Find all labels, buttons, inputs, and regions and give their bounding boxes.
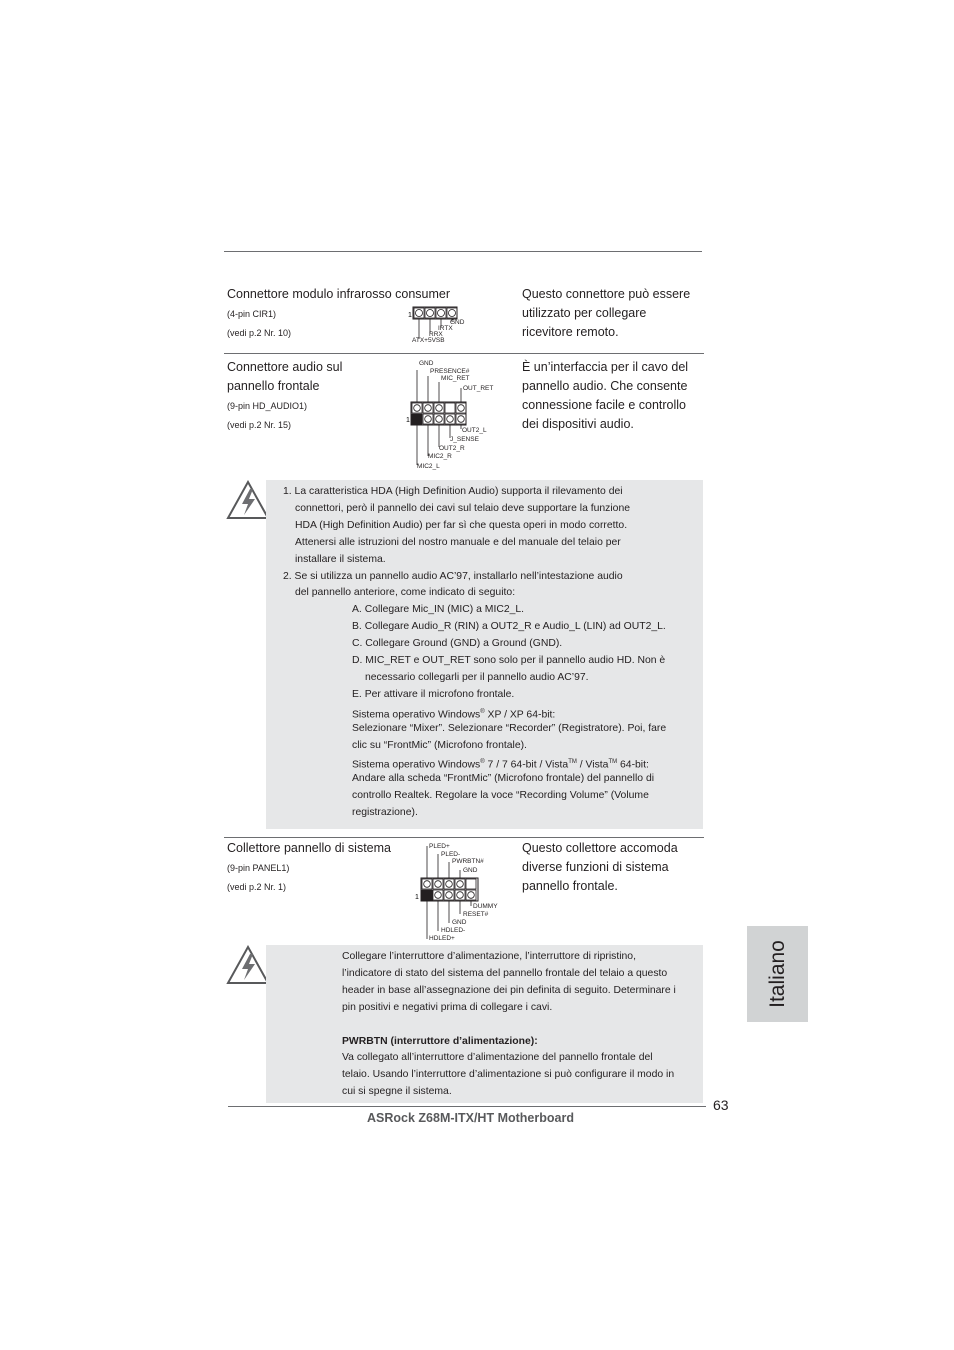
svg-text:1: 1 [408,312,412,319]
audio-pin-mic-ret: MIC_RET [441,375,470,382]
note-hda-line: del pannello anteriore, come indicato di seguito: [295,587,516,599]
audio-pin-j-sense: J_SENSE [450,436,479,443]
note-hda-line: Sistema operativo Windows® XP / XP 64-bit: [352,708,556,721]
panel-pin-hdled-plus: HDLED+ [429,935,455,942]
language-tab: Italiano [747,926,808,1022]
cir-pin-gnd: GND [450,319,465,326]
audio-pin-mic2-l: MIC2_L [417,463,440,470]
panel-title: Collettore pannello di sistema [227,841,391,855]
note-hda-line: Attenersi alle istruzioni del nostro manuale e del manuale del telaio per [295,536,621,548]
cir-ref: (vedi p.2 Nr. 10) [227,328,292,338]
audio-ref: (vedi p.2 Nr. 15) [227,420,292,430]
note-hda-line: clic su “FrontMic” (Microfono frontale). [352,739,527,751]
footer-title: ASRock Z68M-ITX/HT Motherboard [367,1111,574,1125]
note-hda-line: connettori, però il pannello dei cavi sul telaio deve supportare la funzione [295,502,631,514]
cir-pin-irtx: IRTX [438,325,453,332]
note-hda-line: A. Collegare Mic_IN (MIC) a MIC2_L. [352,604,525,616]
note-hda-line: C. Collegare Ground (GND) a Ground (GND). [352,638,563,650]
cir-desc: Questo connettore può essere utilizzato per collegare ricevitore remoto. [522,287,691,339]
footer-rule [228,1106,706,1107]
panel-pin-dummy: DUMMY [473,903,498,910]
rule-2 [224,837,704,838]
cir-pin-atx5vsb: ATX+5VSB [412,337,445,344]
panel-pin-reset: RESET# [463,911,489,918]
panel-pin-pled-minus: PLED- [441,851,461,858]
note-hda-line: necessario collegarli per il pannello audio AC’97. [365,671,589,683]
note-hda [266,480,703,829]
audio-pin-out2-r: OUT2_R [439,445,465,452]
page-number: 63 [713,1097,729,1113]
warning-icon [226,480,270,520]
note-hda-line: installare il sistema. [295,553,386,565]
panel-pin-gnd-bottom: GND [452,919,467,926]
panel-ref: (vedi p.2 Nr. 1) [227,882,287,892]
note-panel-text: Collegare l’interruttore d’alimentazione, l’interruttore di ripristino, l’indicatore di stato del sistema del pannello frontale del telaio a questo header in base all’assegnazione dei pin definita di seguito. Determinare i pin positivi e negativi prima di collegare i cavi. PWRBTN (interruttore d’alimentazione): Va collegato all’interruttore d’alimentazione del pannello frontale del telaio. Usando l’interruttore d’alimentazione si può configurare il modo in cui si spegne il sistema. [342,951,676,1098]
cir-pin-rrx: RRX [429,331,443,338]
panel-pin-gnd-top: GND [463,867,478,874]
note-hda-line: controllo Realtek. Regolare la voce “Recording Volume” (Volume [352,790,649,802]
note-hda-line: registrazione). [352,807,418,819]
panel-pin-pled-plus: PLED+ [429,843,450,850]
panel-pin-hdled-minus: HDLED- [441,927,466,934]
note-hda-line: 2. Se si utilizza un pannello audio AC’97, installarlo nell’intestazione audio [283,570,623,582]
note-hda-line: E. Per attivare il microfono frontale. [352,688,515,700]
top-rule [224,251,702,252]
audio-pin-mic2-r: MIC2_R [428,453,452,460]
note-hda-line: B. Collegare Audio_R (RIN) a OUT2_R e Audio_L (LIN) ad OUT2_L. [352,621,666,633]
audio-title: Connettore audio sul pannello frontale [227,360,343,393]
panel-pin-pwrbtn: PWRBTN# [452,858,484,865]
cir-title: Connettore modulo infrarosso consumer [227,287,451,301]
note-panel [266,945,703,1103]
audio-pin-gnd: GND [419,360,434,367]
audio-pin-out-ret: OUT_RET [463,385,494,392]
audio-pin-presence: PRESENCE# [430,368,470,375]
panel-pin: (9-pin PANEL1) [227,863,290,873]
note-hda-line: 1. La caratteristica HDA (High Definition Audio) supporta il rilevamento dei [283,486,623,497]
note-hda-line: D. MIC_RET e OUT_RET sono solo per il pannello audio HD. Non è [352,655,666,666]
svg-text:1: 1 [415,894,419,901]
audio-pin: (9-pin HD_AUDIO1) [227,401,308,411]
svg-text:1: 1 [406,417,410,424]
note-hda-line: Selezionare “Mixer”. Selezionare “Recorder” (Registratore). Poi, fare [352,722,667,734]
note-hda-line: Sistema operativo Windows® 7 / 7 64-bit / Vista™ / Vista™ 64-bit: [352,759,649,771]
note-hda-line: Andare alla scheda “FrontMic” (Microfono frontale) del pannello di [352,773,655,785]
panel-desc: Questo collettore accomoda diverse funzioni di sistema pannello frontale. [522,841,678,893]
audio-desc: È un’interfaccia per il cavo del pannello audio. Che consente connessione facile e controllo dei dispositivi audio. [522,360,689,431]
note-hda-line: HDA (High Definition Audio) per far sì che questa operi in modo corretto. [295,519,628,531]
cir-pin: (4-pin CIR1) [227,309,277,319]
audio-pin-out2-l: OUT2_L [462,427,487,434]
warning-icon [226,945,270,985]
rule-1 [224,353,704,354]
